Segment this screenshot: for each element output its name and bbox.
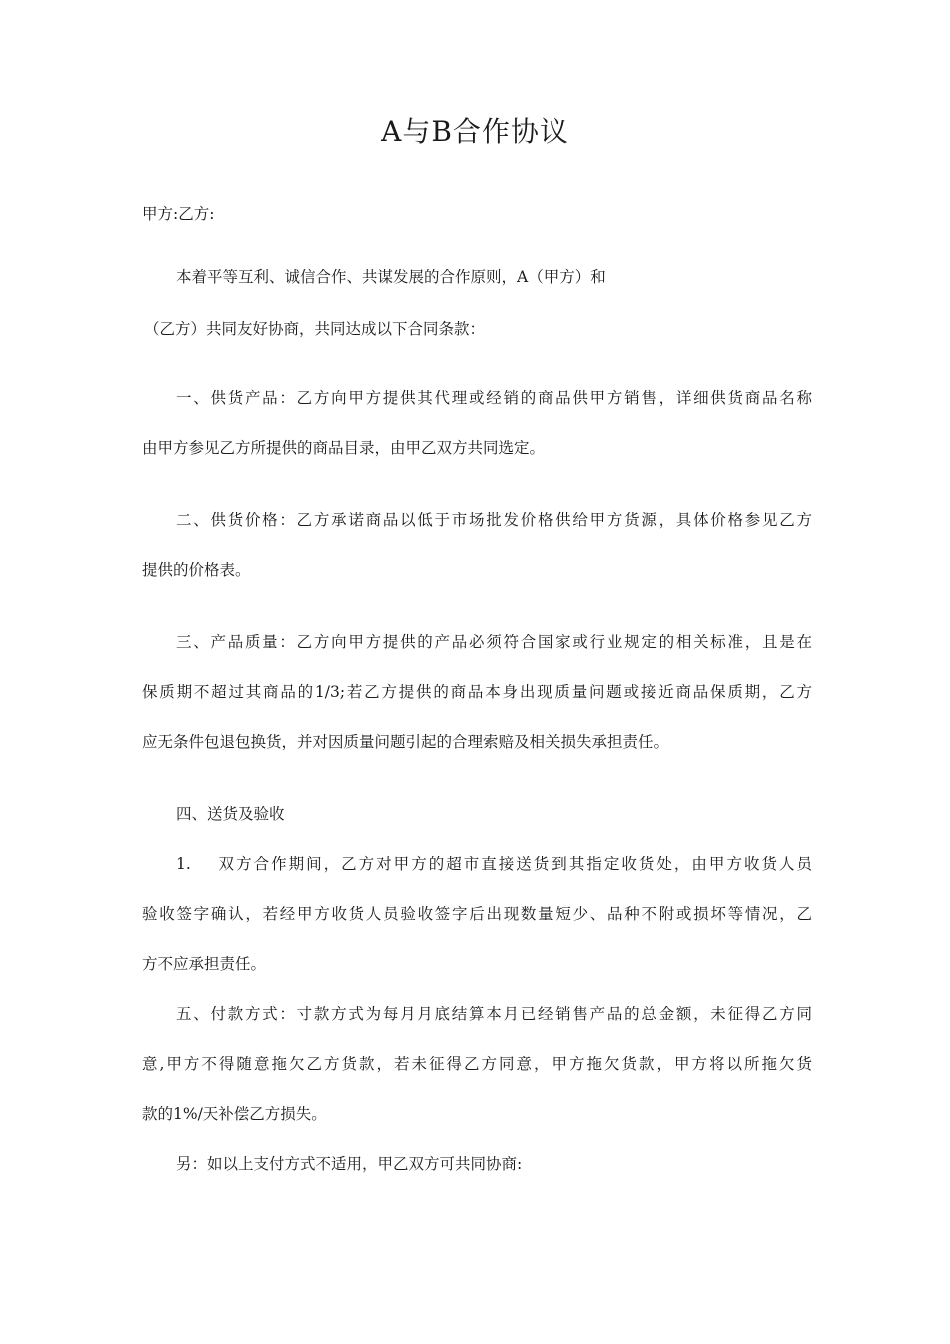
clause-4-line: 方不应承担责任。	[142, 955, 267, 973]
clause-3-line: 三、产品质量：乙方向甲方提供的产品必须符合国家或行业规定的相关标准，且是在	[176, 633, 812, 651]
clause-5-line: 款的1%/天补偿乙方损失。	[142, 1105, 327, 1123]
note-line: 另：如以上支付方式不适用，甲乙双方可共同协商:	[176, 1155, 523, 1173]
clause-2-line: 二、供货价格：乙方承诺商品以低于市场批发价格供给甲方货源，具体价格参见乙方	[176, 511, 812, 529]
clause-4-line: 验收签字确认，若经甲方收货人员验收签字后出现数量短少、品种不附或损坏等情况，乙	[142, 905, 812, 923]
clause-2-line: 提供的价格表。	[142, 561, 251, 579]
clause-5-line: 意,甲方不得随意拖欠乙方货款，若未征得乙方同意，甲方拖欠货款，甲方将以所拖欠货	[142, 1055, 812, 1073]
party-line: 甲方:乙方:	[142, 205, 215, 223]
clause-3-line: 保质期不超过其商品的1/3;若乙方提供的商品本身出现质量问题或接近商品保质期，乙方	[142, 683, 812, 701]
clause-4-heading: 四、送货及验收	[176, 805, 285, 823]
document-title: A与B合作协议	[381, 115, 569, 148]
clause-4-line: 1. 双方合作期间，乙方对甲方的超市直接送货到其指定收货处，由甲方收货人员	[176, 855, 812, 873]
clause-3-line: 应无条件包退包换货，并对因质量问题引起的合理索赔及相关损失承担责任。	[142, 733, 670, 751]
clause-1-line: 由甲方参见乙方所提供的商品目录，由甲乙双方共同选定。	[142, 439, 546, 457]
clause-5-line: 五、付款方式：寸款方式为每月月底结算本月已经销售产品的总金额，未征得乙方同	[176, 1005, 812, 1023]
paragraph-line: （乙方）共同友好协商，共同达成以下合同条款：	[144, 320, 486, 338]
clause-1-line: 一、供货产品：乙方向甲方提供其代理或经销的商品供甲方销售，详细供货商品名称	[176, 389, 812, 407]
paragraph-line: 本着平等互利、诚信合作、共谋发展的合作原则，A（甲方）和	[176, 268, 606, 286]
